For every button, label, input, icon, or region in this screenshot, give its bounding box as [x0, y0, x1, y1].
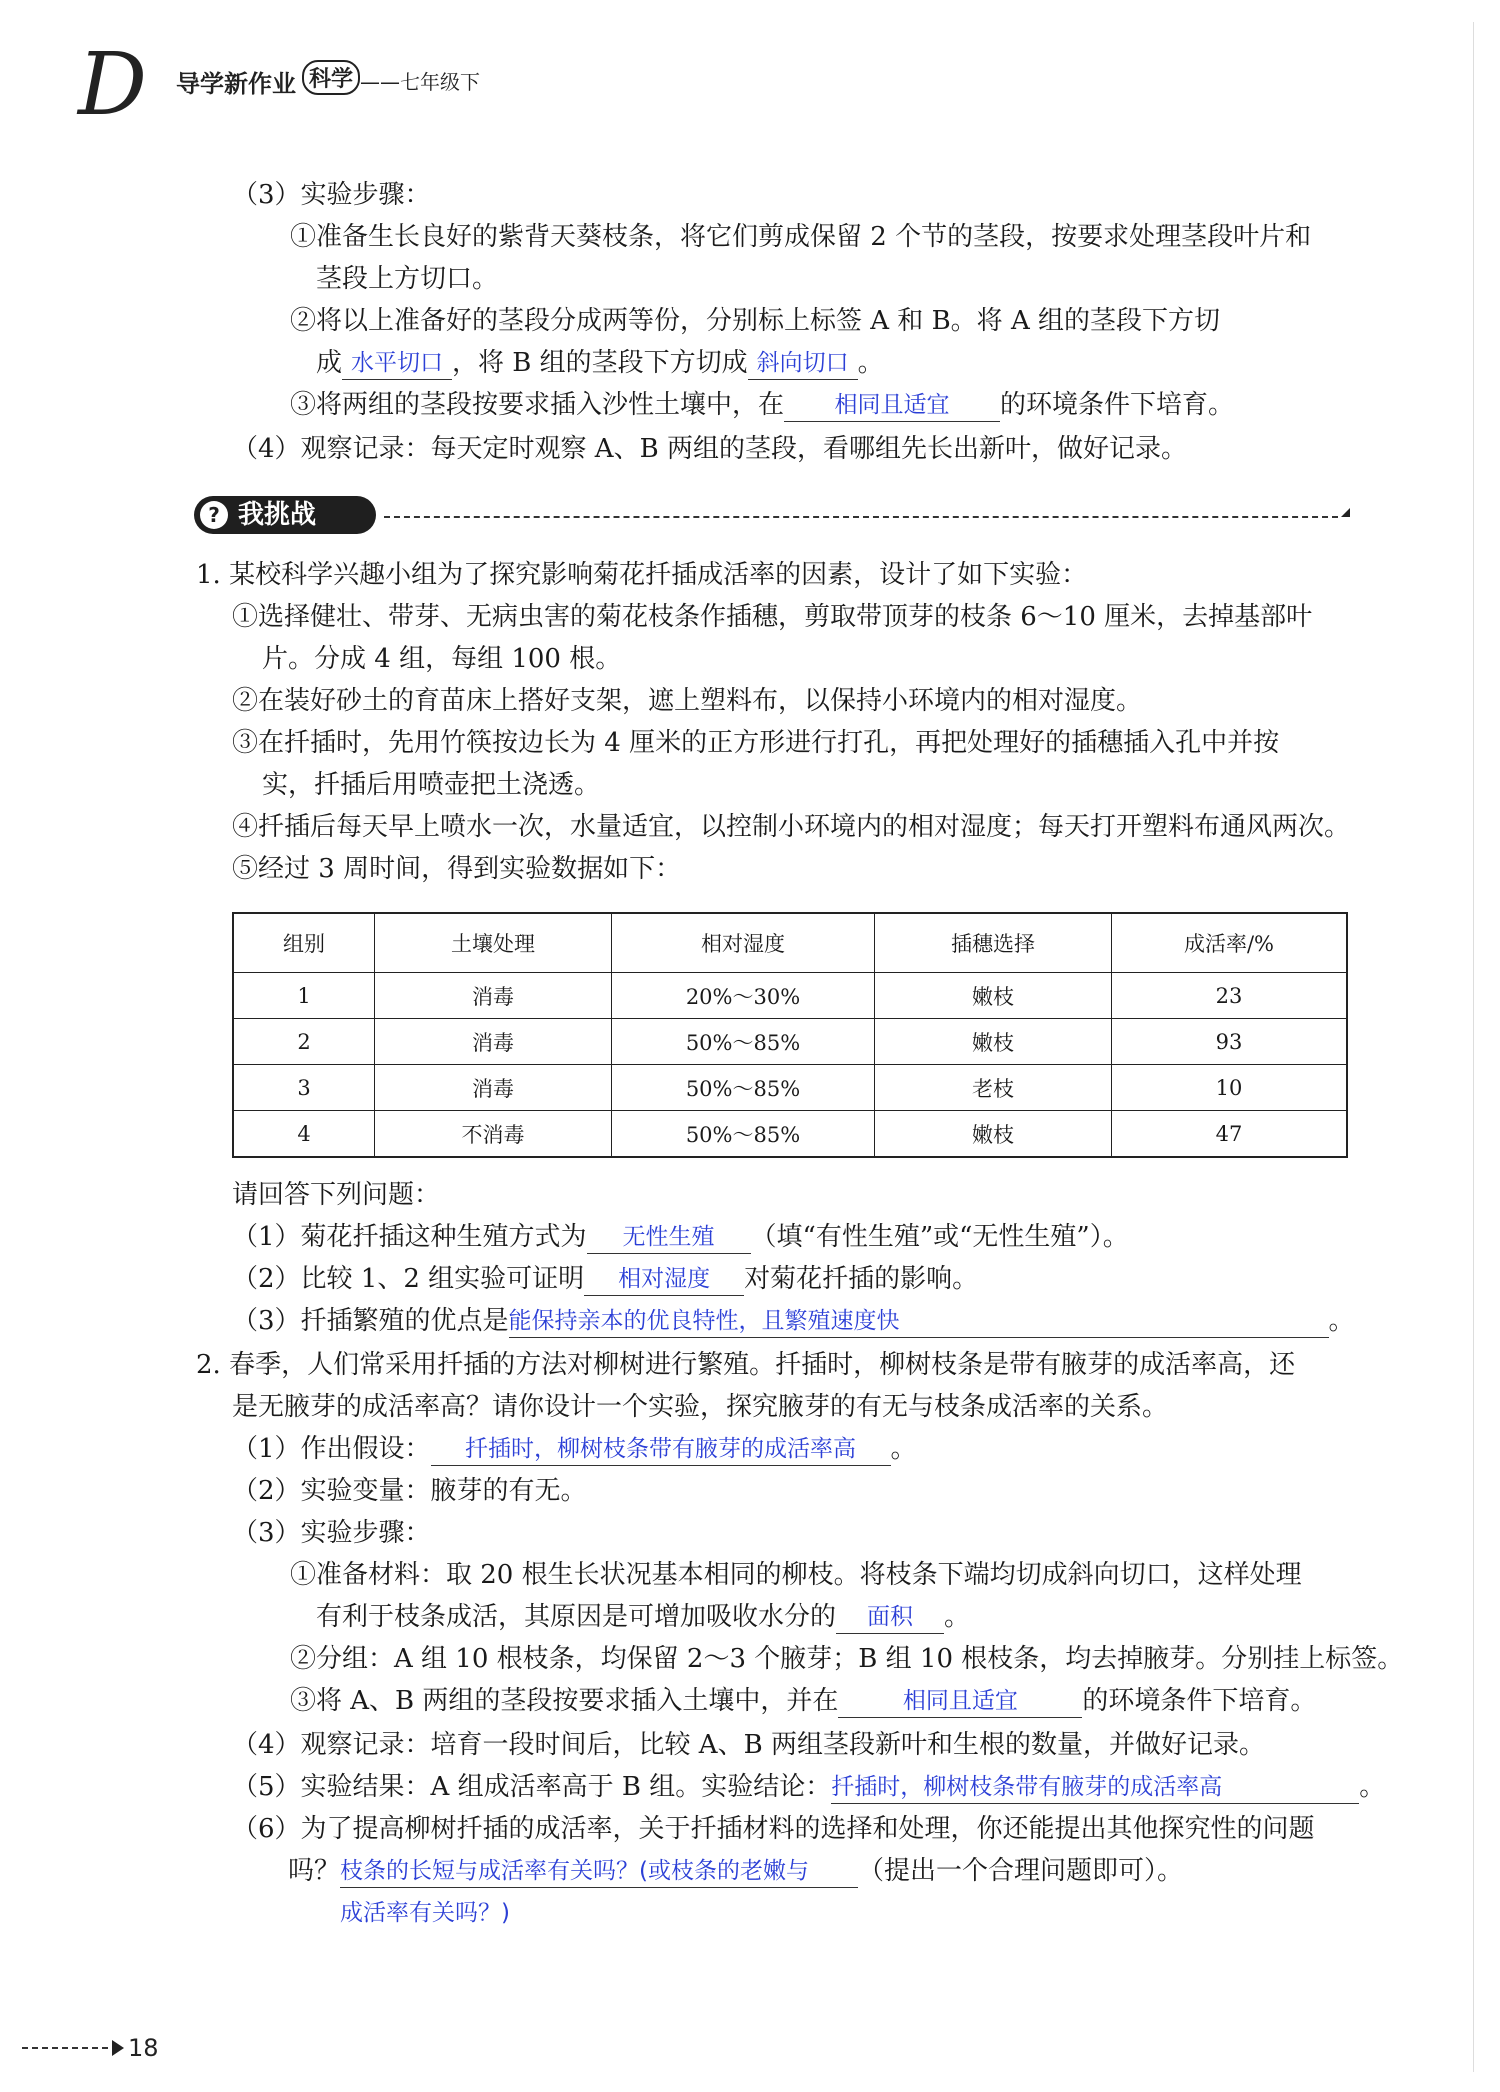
answer-text: 扦插时，柳树枝条带有腋芽的成活率高 [831, 1774, 1223, 1800]
section-pill [194, 496, 376, 534]
section-banner [194, 496, 1354, 536]
table-cell: 嫩枝 [875, 1111, 1112, 1158]
table-header-cell: 插穗选择 [875, 913, 1112, 973]
table-cell: 4 [233, 1111, 375, 1158]
answer-text: 相同且适宜 [834, 392, 950, 418]
answer-blank[interactable] [509, 1307, 1329, 1338]
table-header-row [233, 913, 1347, 973]
q2-question6-line1: （6）为了提高柳树扦插的成活率，关于扦插材料的选择和处理，你还能提出其他探究性的问题 [232, 1814, 1315, 1844]
answer-blank[interactable] [584, 1265, 744, 1296]
table-cell: 消毒 [375, 973, 612, 1019]
table-cell: 消毒 [375, 1065, 612, 1111]
step3-item2-line2: 成 水平切口 ，将 B 组的茎段下方切成 斜向切口 。 [316, 348, 884, 378]
answer-text: 水平切口 [351, 350, 444, 376]
q2-step2: ②分组：A 组 10 根枝条，均保留 2～3 个腋芽；B 组 10 根枝条，均去掉腋芽。分别挂上标签。 [290, 1644, 1404, 1674]
q2-question6-line2: 吗？枝条的长短与成活率有关吗？(或枝条的老嫩与 （提出一个合理问题即可）。 [288, 1856, 1184, 1886]
answer-blank[interactable] [748, 349, 858, 380]
q2-steps-title: （3）实验步骤： [232, 1518, 431, 1548]
table-cell: 23 [1112, 973, 1348, 1019]
answer-text: 斜向切口 [756, 350, 849, 376]
q2-result: （5）实验结果：A 组成活率高于 B 组。实验结论：扦插时，柳树枝条带有腋芽的成活率高 。 [232, 1772, 1386, 1802]
q2-question6-answer-cont [340, 1896, 510, 1930]
q1-answer3: （3）扦插繁殖的优点是能保持亲本的优良特性，且繁殖速度快 。 [232, 1306, 1355, 1336]
answer-text: 枝条的长短与成活率有关吗？(或枝条的老嫩与 [340, 1858, 809, 1884]
q1-step1-line2: 片。分成 4 组，每组 100 根。 [262, 644, 622, 674]
answer-text: 相对湿度 [618, 1266, 711, 1292]
answer-blank[interactable] [587, 1223, 751, 1254]
table-cell: 2 [233, 1019, 375, 1065]
q1-step3-line2: 实，扦插后用喷壶把土浇透。 [262, 770, 601, 800]
book-title: 导学新作业 [176, 70, 296, 98]
q1-step3-line1: ③在扦插时，先用竹筷按边长为 4 厘米的正方形进行打孔，再把处理好的插穗插入孔中并按 [232, 728, 1280, 758]
arrow-right-icon [112, 2040, 124, 2056]
answer-text: 成活率有关吗？) [340, 1900, 510, 1926]
q2-intro-line1: 2. 春季，人们常采用扦插的方法对柳树进行繁殖。扦插时，柳树枝条是带有腋芽的成活率高，还 [196, 1350, 1296, 1380]
answer-text: 扦插时，柳树枝条带有腋芽的成活率高 [465, 1436, 857, 1462]
table-row [233, 1065, 1347, 1111]
table-row [233, 973, 1347, 1019]
step4-observation: （4）观察记录：每天定时观察 A、B 两组的茎段，看哪组先长出新叶，做好记录。 [232, 434, 1187, 464]
q1-step1-line1: ①选择健壮、带芽、无病虫害的菊花枝条作插穗，剪取带顶芽的枝条 6～10 厘米，去掉基部叶 [232, 602, 1313, 632]
q2-step1-line1: ①准备材料：取 20 根生长状况基本相同的柳枝。将枝条下端均切成斜向切口，这样处理 [290, 1560, 1302, 1590]
section-title: 我挑战 [238, 500, 317, 530]
table-cell: 50%～85% [612, 1111, 875, 1158]
page-arrow-line [22, 2047, 118, 2049]
q2-step3: ③将 A、B 两组的茎段按要求插入土壤中，并在 相同且适宜 的环境条件下培育。 [290, 1686, 1317, 1716]
answer-text: 无性生殖 [622, 1224, 715, 1250]
table-cell: 消毒 [375, 1019, 612, 1065]
table-cell: 50%～85% [612, 1019, 875, 1065]
table-cell: 不消毒 [375, 1111, 612, 1158]
subject-badge: 科学 [302, 60, 360, 95]
experiment-data-table [232, 912, 1348, 1158]
step3-title: （3）实验步骤： [232, 180, 431, 210]
table-cell: 10 [1112, 1065, 1348, 1111]
q2-variable: （2）实验变量：腋芽的有无。 [232, 1476, 587, 1506]
step3-item3: ③将两组的茎段按要求插入沙性土壤中，在 相同且适宜 的环境条件下培育。 [290, 390, 1235, 420]
section-divider [384, 516, 1338, 518]
answer-text: 面积 [867, 1604, 914, 1630]
question-bulb-icon: ? [200, 501, 228, 529]
table-header-cell: 土壤处理 [375, 913, 612, 973]
q1-answer1: （1）菊花扦插这种生殖方式为 无性生殖 （填“有性生殖”或“无性生殖”）。 [232, 1222, 1129, 1252]
answer-text: 能保持亲本的优良特性，且繁殖速度快 [508, 1308, 900, 1334]
corner-triangle-icon [1341, 508, 1350, 517]
table-header-cell: 相对湿度 [612, 913, 875, 973]
table-cell: 嫩枝 [875, 973, 1112, 1019]
table-row [233, 1111, 1347, 1158]
answer-blank[interactable] [431, 1435, 891, 1466]
step3-item1-line1: ①准备生长良好的紫背天葵枝条，将它们剪成保留 2 个节的茎段，按要求处理茎段叶片和 [290, 222, 1312, 252]
answer-blank[interactable] [836, 1603, 944, 1634]
table-cell: 3 [233, 1065, 375, 1111]
q1-step2: ②在装好砂土的育苗床上搭好支架，遮上塑料布，以保持小环境内的相对湿度。 [232, 686, 1143, 716]
q2-intro-line2: 是无腋芽的成活率高？请你设计一个实验，探究腋芽的有无与枝条成活率的关系。 [232, 1392, 1169, 1422]
q2-observation: （4）观察记录：培育一段时间后，比较 A、B 两组茎段新叶和生根的数量，并做好记录。 [232, 1730, 1265, 1760]
table-cell: 20%～30% [612, 973, 875, 1019]
step3-item1-line2: 茎段上方切口。 [316, 264, 499, 294]
page-edge-line [1473, 22, 1474, 2072]
q2-step1-line2: 有利于枝条成活，其原因是可增加吸收水分的 面积 。 [316, 1602, 971, 1632]
q1-step4: ④扦插后每天早上喷水一次，水量适宜，以控制小环境内的相对湿度；每天打开塑料布通风两次。 [232, 812, 1351, 842]
table-cell: 93 [1112, 1019, 1348, 1065]
q1-answer2: （2）比较 1、2 组实验可证明 相对湿度 对菊花扦插的影响。 [232, 1264, 979, 1294]
answer-blank[interactable] [831, 1773, 1359, 1804]
table-cell: 嫩枝 [875, 1019, 1112, 1065]
q2-hypothesis: （1）作出假设： 扦插时，柳树枝条带有腋芽的成活率高 。 [232, 1434, 917, 1464]
q1-intro: 1. 某校科学兴趣小组为了探究影响菊花扦插成活率的因素，设计了如下实验： [196, 560, 1088, 590]
q1-step5: ⑤经过 3 周时间，得到实验数据如下： [232, 854, 682, 884]
table-cell: 47 [1112, 1111, 1348, 1158]
page-number: 18 [128, 2034, 159, 2062]
answer-blank[interactable] [340, 1857, 858, 1888]
table-header-cell: 组别 [233, 913, 375, 973]
step3-item2-line1: ②将以上准备好的茎段分成两等份，分别标上标签 A 和 B。将 A 组的茎段下方切 [290, 306, 1220, 336]
answer-blank[interactable] [342, 349, 452, 380]
answer-text: 相同且适宜 [902, 1688, 1018, 1714]
table-header-cell: 成活率/% [1112, 913, 1348, 973]
table-row [233, 1019, 1347, 1065]
answer-blank[interactable] [784, 391, 1000, 422]
header-logo: D [78, 35, 147, 135]
grade-label: ——七年级下 [360, 70, 480, 94]
table-cell: 50%～85% [612, 1065, 875, 1111]
table-cell: 1 [233, 973, 375, 1019]
answer-blank[interactable] [838, 1687, 1082, 1718]
q1-prompt: 请回答下列问题： [232, 1180, 441, 1210]
table-cell: 老枝 [875, 1065, 1112, 1111]
